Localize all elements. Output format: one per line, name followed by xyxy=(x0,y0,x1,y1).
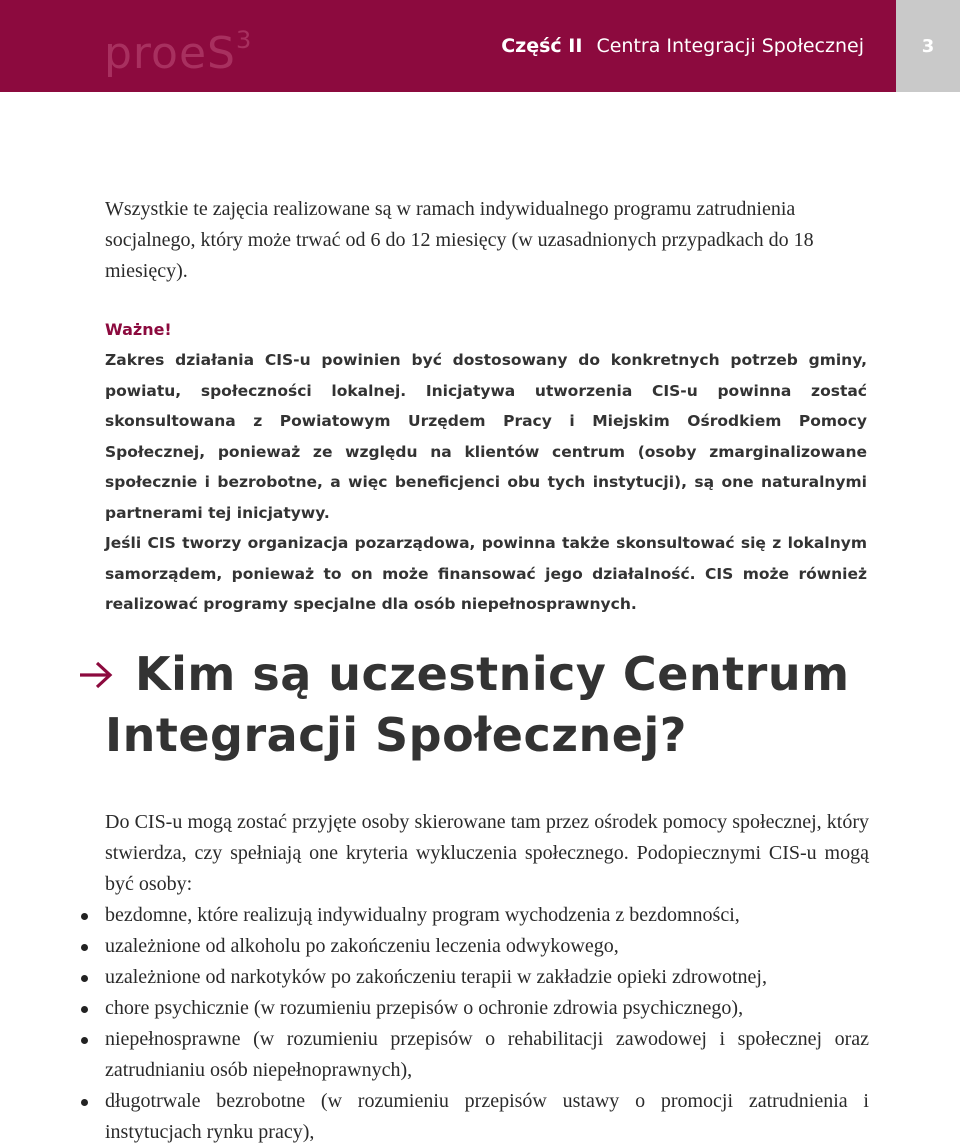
proes3-logo xyxy=(104,26,252,82)
arrow-right-icon xyxy=(78,660,114,690)
list-item: bezdomne, które realizują indywidualny program wychodzenia z bezdomności, xyxy=(105,900,869,931)
list-item: chore psychicznie (w rozumieniu przepisów o ochronie zdrowia psychicznego), xyxy=(105,993,869,1024)
logo-text: proeS xyxy=(104,28,236,79)
important-label: Ważne! xyxy=(105,320,172,339)
list-item: długotrwale bezrobotne (w rozumieniu przepisów ustawy o promocji zatrudnienia i instytucjach rynku pracy), xyxy=(105,1086,869,1148)
page-header xyxy=(0,0,960,92)
intro-section xyxy=(105,194,867,287)
logo-superscript: 3 xyxy=(235,26,253,54)
section-title-line-1: Kim są uczestnicy Centrum xyxy=(135,647,850,701)
list-item: uzależnione od alkoholu po zakończeniu leczenia odwykowego, xyxy=(105,931,869,962)
intro-paragraph: Wszystkie te zajęcia realizowane są w ramach indywidualnego programu zatrudnienia socjalnego, który może trwać od 6 do 12 miesięcy (w uzasadnionych przypadkach do 18 miesięcy). xyxy=(105,198,814,282)
list-item: uzależnione od narkotyków po zakończeniu terapii w zakładzie opieki zdrowotnej, xyxy=(105,962,869,993)
chapter-title: Centra Integracji Społecznej xyxy=(596,35,864,57)
part-label: Część II xyxy=(501,35,583,57)
important-paragraph-2: Jeśli CIS tworzy organizacja pozarządowa, powinna także skonsultować się z lokalnym samorządem, ponieważ to on może finansować jego działalność. CIS może również realizować programy specjalne dla osób niepełnosprawnych. xyxy=(105,534,867,613)
important-paragraph-1: Zakres działania CIS-u powinien być dostosowany do konkretnych potrzeb gminy, powiatu, społeczności lokalnej. Inicjatywa utworzenia CIS-u powinna zostać skonsultowana z Powiatowym Urzędem Pracy i Miejskim Ośrodkiem Pomocy Społecznej, ponieważ ze względu na klientów centrum (osoby zmarginalizowane społecznie i bezrobotne, a więc beneficjenci obu tych instytucji), są one naturalnymi partnerami tej inicjatywy. xyxy=(105,351,867,522)
page-number: 3 xyxy=(921,35,935,57)
participants-intro: Do CIS-u mogą zostać przyjęte osoby skierowane tam przez ośrodek pomocy społecznej, który stwierdza, czy spełniają one kryteria wykluczenia społecznego. Podopiecznymi CIS-u mogą być osoby: xyxy=(105,811,869,895)
participants-section xyxy=(105,807,869,1148)
page-number-tab xyxy=(896,0,960,92)
participants-list xyxy=(105,900,869,1148)
chapter-header xyxy=(501,32,864,60)
list-item: niepełnosprawne (w rozumieniu przepisów o rehabilitacji zawodowej i społecznej oraz zatrudnianiu osób niepełnoprawnych), xyxy=(105,1024,869,1086)
section-title-line-2: Integracji Społecznej? xyxy=(105,708,687,762)
section-title xyxy=(60,644,920,766)
important-note xyxy=(105,315,867,620)
section-heading xyxy=(60,644,920,766)
